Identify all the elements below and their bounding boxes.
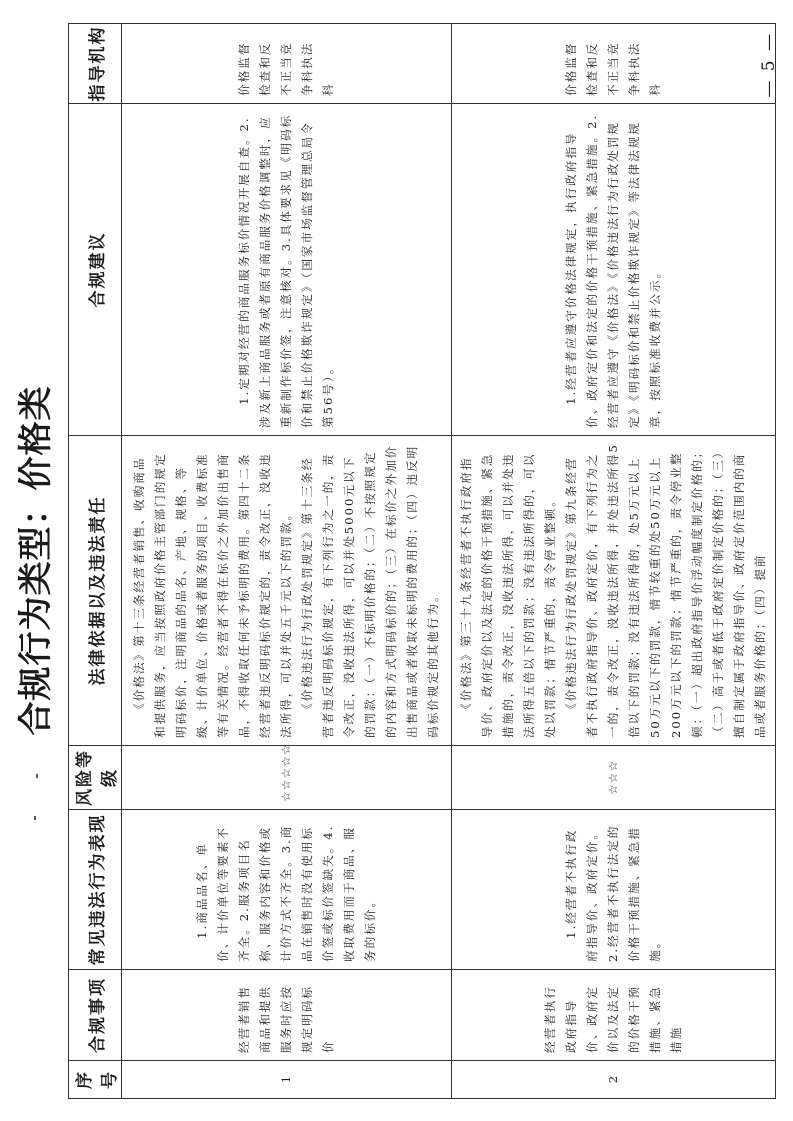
table-row	[122, 24, 452, 1099]
row-item	[452, 970, 776, 1061]
header-advice: 合规建议	[69, 104, 122, 436]
page-number: — 5 —	[759, 32, 779, 98]
item-text: 经营者销售商品和提供服务时应按规定明码标价	[237, 985, 335, 1053]
page-title: 合规行为类型：价格类	[16, 385, 56, 736]
behavior-text: 1.经营者不执行政府指导价、政府定价。2.经营者不执行法定的价格干预措施、紧急措施。	[564, 824, 662, 962]
behavior-text: 1.商品品名、单价、计价单位等要素不齐全。2.服务项目名称、服务内容和价格或计价方式不齐全。3.商品在销售时没有使用标价签或标价签缺失。4.收取费用而于商品、服务的标价。	[195, 824, 377, 962]
table-header-row	[69, 24, 122, 1099]
row-seq: 2	[452, 1061, 776, 1099]
row-advice	[452, 104, 776, 436]
agency-text: 价格监督检查和反不正当竞争科执法科	[564, 41, 662, 96]
row-law	[122, 436, 452, 746]
header-behavior: 常见违法行为表现	[69, 810, 122, 970]
law-paragraph: 《价格法》第三十九条经营者不执行政府指导价、政府定价以及法定的价格干预措施、紧急措施的，责令改正，没收违法所得，可以并处违法所得五倍以下的罚款；没有违法所得的，可以处以罚款；情节严重的，责令停业整顿。	[459, 452, 557, 738]
scan-speck	[36, 774, 38, 778]
scan-speck	[34, 816, 36, 820]
advice-text: 1.经营者应遵守价格法律规定，执行政府指导价、政府定价和法定的价格干预措施、紧急措施。2.经营者应遵守《价格法》《价格违法行为行政处罚规定》《明码标价和禁止价格欺诈规定》等法律法规规章，按照标准收费并公示。	[564, 113, 662, 428]
row-advice	[122, 104, 452, 436]
agency-text: 价格监督检查和反不正当竞争科执法科	[237, 41, 335, 96]
law-paragraph: 《价格法》第十三条经营者销售、收购商品和提供服务，应当按照政府价格主管部门的规定明码标价，注明商品的品名、产地、规格、等级、计价单位、价格或者服务的项目、收费标准等有关情况。经营者不得在标价之外加价出售商品，不得收取任何未予标明的费用。第四十二条经营者违反明码标价规定的，责令改正，没收违法所得，可以并处五千元以下的罚款。	[132, 452, 293, 738]
row-agency	[122, 24, 452, 104]
header-seq: 序号	[69, 1061, 122, 1099]
row-law	[452, 436, 776, 746]
law-paragraph: 《价格违法行为行政处罚规定》第十三条经营者违反明码标价规定，有下列行为之一的，责令改正，没收违法所得，可以并处5000元以下的罚款：（一）不标明价格的；（二）不按照规定的内容和方式明码标价的；（三）在标价之外加价出售商品或者收取未标明的费用的；（四）违反明码标价规定的其他行为。	[300, 444, 440, 738]
law-paragraph: 《价格违法行为行政处罚规定》第九条经营者不执行政府指导价、政府定价，有下列行为之一的，责令改正，没收违法所得，并处违法所得5倍以下的罚款；没有违法所得的，处5万元以上50万元以下的罚款，情节较重的处50万元以上200万元以下的罚款；情节严重的，责令停业整顿：（一）超出政府指导价浮动幅度制定价格的；（二）高于或者低于政府定价制定价格的；（三）擅自制定属于政府指导价、政府定价范围内的商品或者服务价格的；（四）提前	[564, 443, 767, 738]
row-behavior	[452, 810, 776, 970]
row-agency	[452, 24, 776, 104]
row-item	[122, 970, 452, 1061]
header-agency: 指导机构	[69, 24, 122, 104]
compliance-table	[68, 23, 776, 1099]
risk-stars: ☆☆☆☆☆	[122, 746, 452, 810]
risk-stars: ☆☆☆	[452, 746, 776, 810]
row-seq: 1	[122, 1061, 452, 1099]
header-item: 合规事项	[69, 970, 122, 1061]
header-risk: 风险等级	[69, 746, 122, 810]
advice-text: 1.定期对经营的商品服务标价情况开展自查。2.涉及新上商品服务或者原有商品服务价格调整时，应重新制作标价签，注意核对。3.具体要求见《明码标价和禁止价格欺诈规定》（国家市场监督管理总局令第56号）。	[237, 113, 335, 428]
item-text: 经营者执行政府指导价、政府定价以及法定的价格干预措施、紧急措施	[543, 985, 683, 1053]
table-row	[452, 24, 776, 1099]
header-law: 法律依据以及违法责任	[69, 436, 122, 746]
row-behavior	[122, 810, 452, 970]
